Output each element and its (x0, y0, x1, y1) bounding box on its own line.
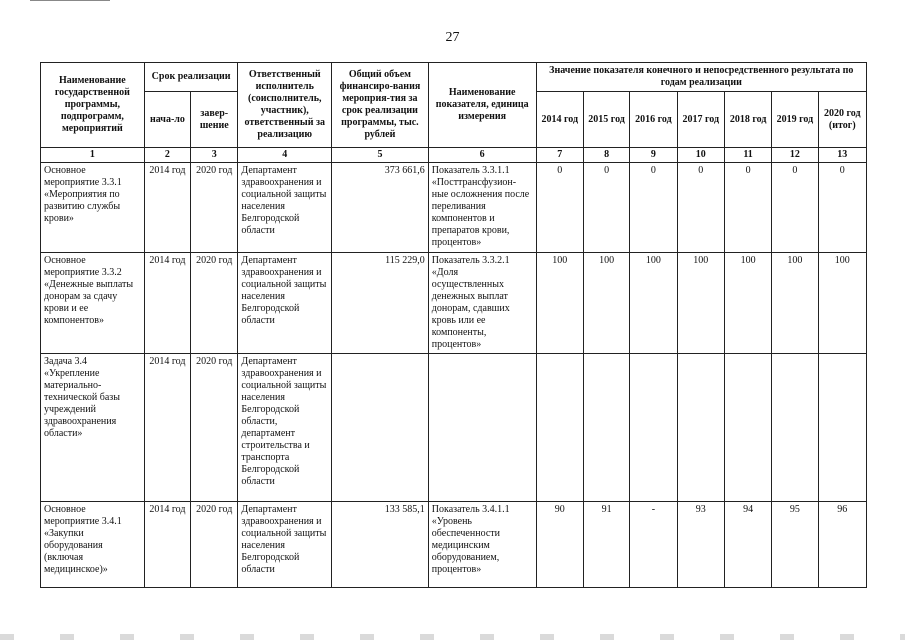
row-value-2014: 0 (536, 163, 583, 253)
row-value-2018: 94 (724, 502, 771, 588)
column-number: 9 (630, 148, 677, 163)
row-value-2019: 100 (772, 253, 818, 354)
row-end: 2020 год (191, 253, 238, 354)
row-volume: 133 585,1 (332, 502, 429, 588)
table-row-3-4-1 (41, 502, 867, 588)
row-value-2016: 100 (630, 253, 677, 354)
header-year-2020: 2020 год (итог) (818, 92, 866, 148)
header-values-title: Значение показателя конечного и непосредственного результата по годам реализации (536, 63, 866, 92)
row-start: 2014 год (144, 502, 190, 588)
row-start: 2014 год (144, 163, 190, 253)
row-name: Основное мероприятие 3.3.2 «Денежные выплаты донорам за сдачу крови и ее компонентов» (41, 253, 145, 354)
header-executor: Ответственный исполнитель (соисполнитель, участник), ответственный за реализацию (238, 63, 332, 148)
row-value-2016: - (630, 502, 677, 588)
header-term: Срок реализации (144, 63, 238, 92)
row-value-2017: 93 (677, 502, 724, 588)
row-executor: Департамент здравоохранения и социальной защиты населения Белгородской области (238, 163, 332, 253)
header-term-end: завер-шение (191, 92, 238, 148)
row-end: 2020 год (191, 163, 238, 253)
row-value-2019: 0 (772, 163, 818, 253)
row-value-2015: 0 (583, 163, 629, 253)
row-value-2018 (724, 354, 771, 502)
row-value-2015: 91 (583, 502, 629, 588)
program-table (40, 62, 867, 588)
header-year-2015: 2015 год (583, 92, 629, 148)
row-indicator: Показатель 3.3.1.1 «Посттрансфузион-ные осложнения после переливания компонентов и препаратов крови, процентов» (428, 163, 536, 253)
row-value-2016: 0 (630, 163, 677, 253)
row-value-2017: 100 (677, 253, 724, 354)
row-indicator: Показатель 3.3.2.1 «Доля осуществленных денежных выплат донорам, сдавших кровь или ее компоненты, процентов» (428, 253, 536, 354)
column-number: 1 (41, 148, 145, 163)
row-value-2020: 100 (818, 253, 866, 354)
row-value-2014: 90 (536, 502, 583, 588)
row-value-2015: 100 (583, 253, 629, 354)
header-year-2019: 2019 год (772, 92, 818, 148)
header-year-2018: 2018 год (724, 92, 771, 148)
header-year-2017: 2017 год (677, 92, 724, 148)
column-number: 6 (428, 148, 536, 163)
column-number: 4 (238, 148, 332, 163)
row-value-2017 (677, 354, 724, 502)
row-volume: 115 229,0 (332, 253, 429, 354)
row-volume: 373 661,6 (332, 163, 429, 253)
header-volume: Общий объем финансиро-вания мероприя-тия за срок реализации программы, тыс. рублей (332, 63, 429, 148)
row-name: Задача 3.4 «Укрепление материально-технической базы учреждений здравоохранения области» (41, 354, 145, 502)
column-number: 10 (677, 148, 724, 163)
header-indicator: Наименование показателя, единица измерения (428, 63, 536, 148)
row-executor: Департамент здравоохранения и социальной защиты населения Белгородской области (238, 253, 332, 354)
column-number-row (41, 148, 867, 163)
row-value-2018: 0 (724, 163, 771, 253)
row-value-2020: 0 (818, 163, 866, 253)
row-executor: Департамент здравоохранения и социальной защиты населения Белгородской области (238, 502, 332, 588)
table-row-3-3-1 (41, 163, 867, 253)
header-year-2016: 2016 год (630, 92, 677, 148)
column-number: 7 (536, 148, 583, 163)
row-value-2014: 100 (536, 253, 583, 354)
scan-bottom-edge (0, 634, 905, 640)
row-value-2014 (536, 354, 583, 502)
row-value-2019: 95 (772, 502, 818, 588)
table-row-3-3-2 (41, 253, 867, 354)
row-value-2015 (583, 354, 629, 502)
row-value-2018: 100 (724, 253, 771, 354)
header-name: Наименование государственной программы, подпрограмм, мероприятий (41, 63, 145, 148)
row-indicator (428, 354, 536, 502)
column-number: 2 (144, 148, 190, 163)
row-value-2016 (630, 354, 677, 502)
row-volume (332, 354, 429, 502)
table-row-task-3-4 (41, 354, 867, 502)
row-value-2017: 0 (677, 163, 724, 253)
row-end: 2020 год (191, 354, 238, 502)
row-start: 2014 год (144, 253, 190, 354)
page-number: 27 (445, 30, 460, 45)
header-year-2014: 2014 год (536, 92, 583, 148)
row-name: Основное мероприятие 3.4.1 «Закупки оборудования (включая медицинское)» (41, 502, 145, 588)
column-number: 11 (724, 148, 771, 163)
row-name: Основное мероприятие 3.3.1 «Мероприятия по развитию службы крови» (41, 163, 145, 253)
column-number: 13 (818, 148, 866, 163)
row-value-2020 (818, 354, 866, 502)
column-number: 3 (191, 148, 238, 163)
column-number: 8 (583, 148, 629, 163)
row-executor: Департамент здравоохранения и социальной защиты населения Белгородской области, департамент строительства и транспорта Белгородской области (238, 354, 332, 502)
row-start: 2014 год (144, 354, 190, 502)
column-number: 12 (772, 148, 818, 163)
row-value-2020: 96 (818, 502, 866, 588)
row-end: 2020 год (191, 502, 238, 588)
column-number: 5 (332, 148, 429, 163)
row-value-2019 (772, 354, 818, 502)
top-edge-line (30, 0, 110, 1)
header-term-start: нача-ло (144, 92, 190, 148)
row-indicator: Показатель 3.4.1.1 «Уровень обеспеченности медицинским оборудованием, процентов» (428, 502, 536, 588)
